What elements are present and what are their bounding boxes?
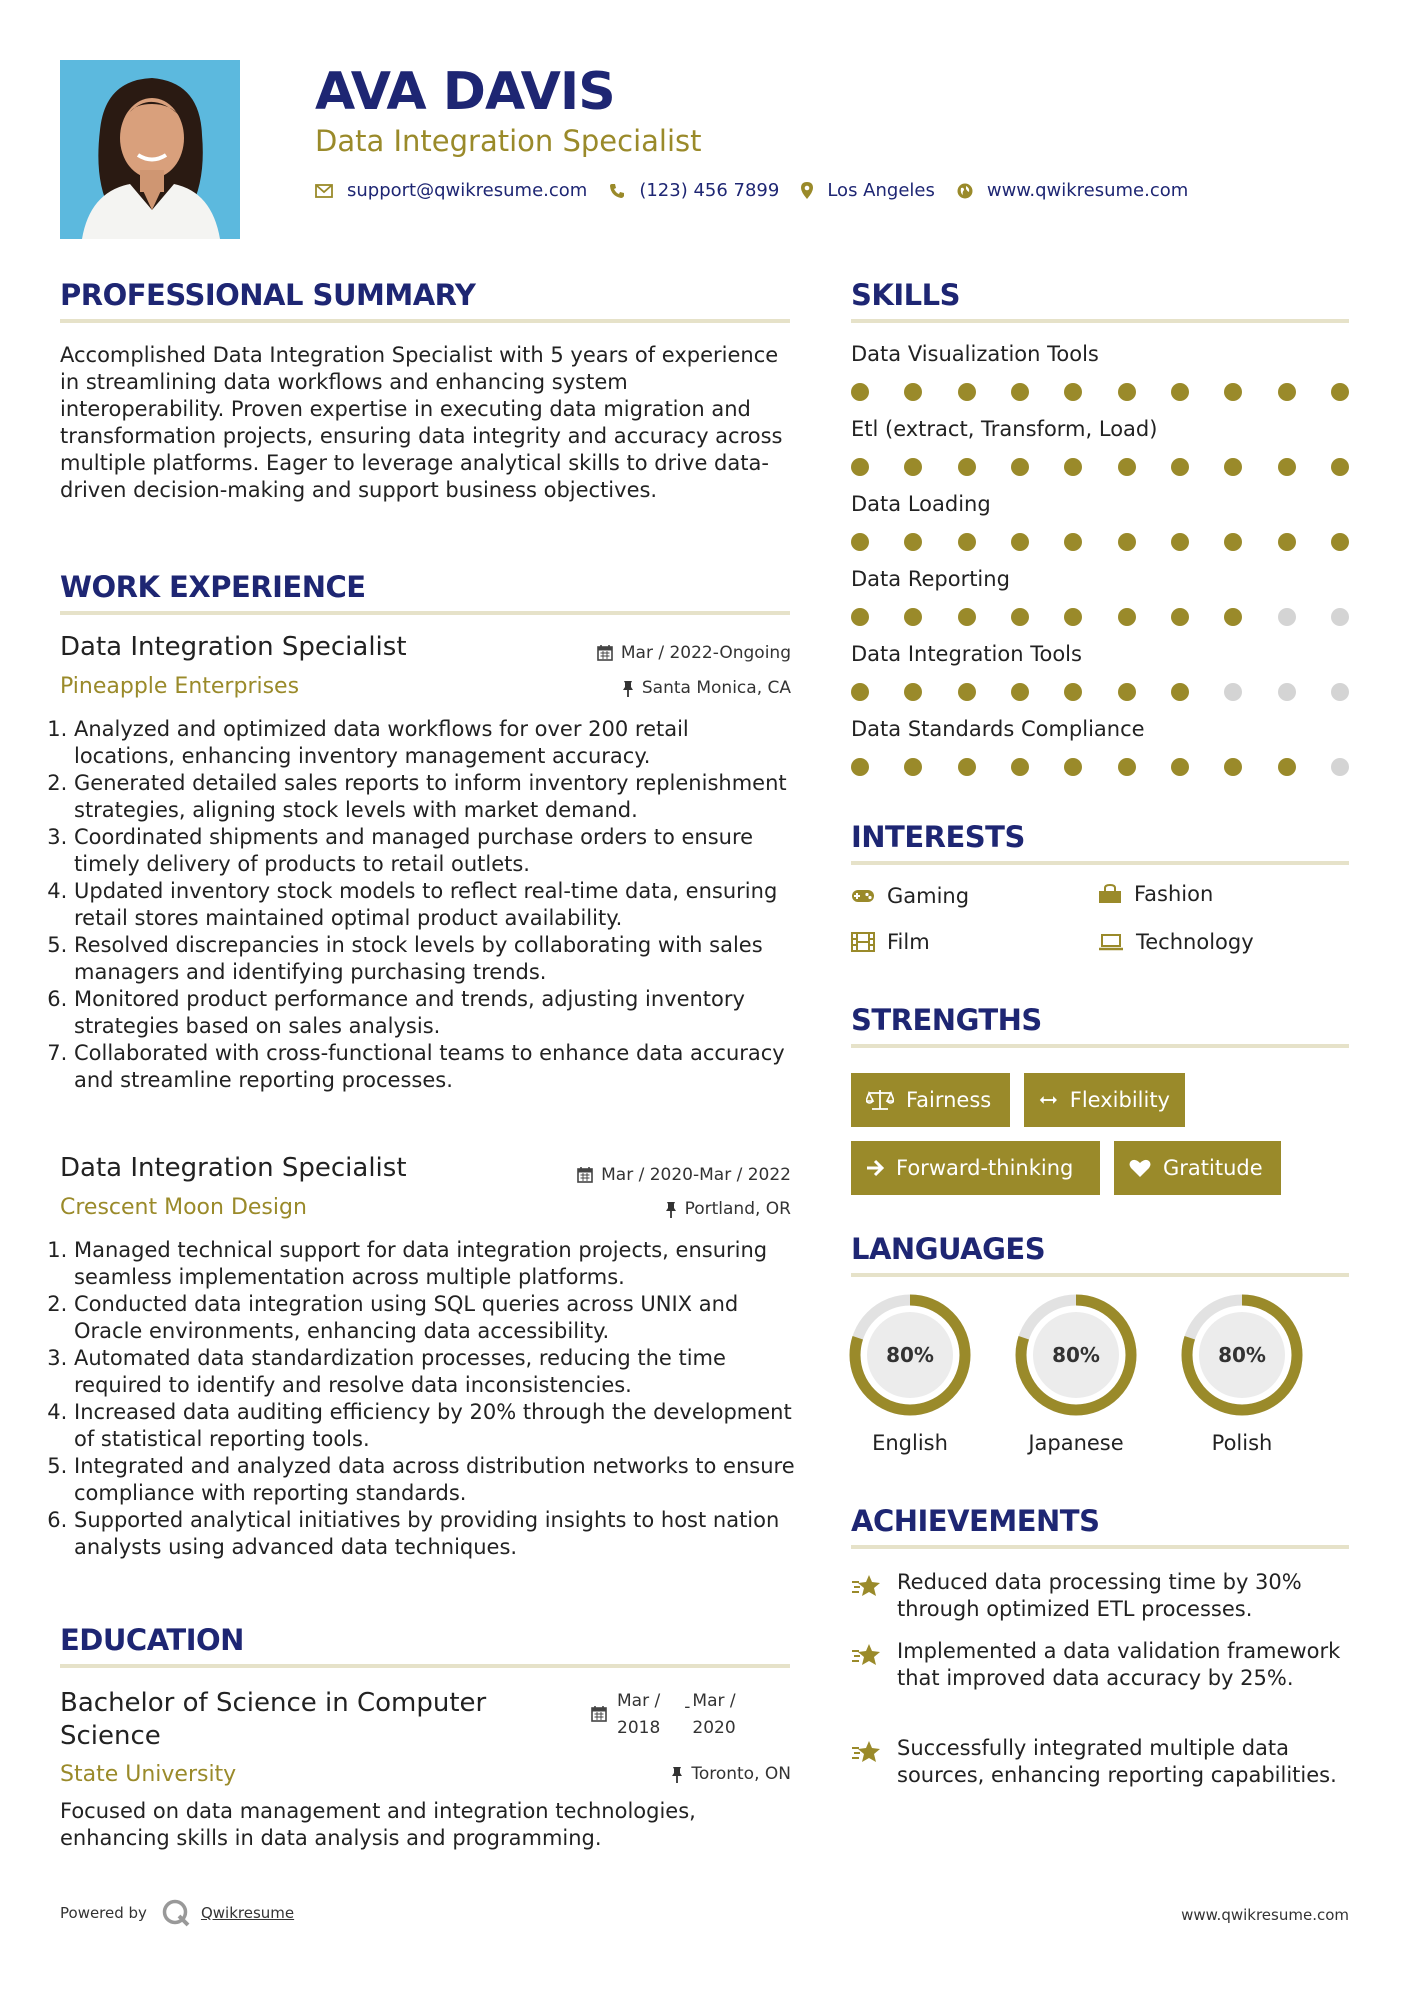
contact-location	[801, 180, 935, 201]
website-text: www.qwikresume.com	[986, 180, 1189, 201]
contact-bar	[315, 180, 1210, 201]
list-item: 4. Updated inventory stock models to reflect real-time data, ensuring retail stores maintained optimal product availability.	[74, 878, 796, 932]
list-item: 4. Increased data auditing efficiency by 20% through the development of statistical reporting tools.	[74, 1399, 796, 1453]
achievement-item	[851, 1569, 1351, 1623]
footer-url[interactable]: www.qwikresume.com	[1181, 1906, 1349, 1924]
list-item: 3. Coordinated shipments and managed purchase orders to ensure timely delivery of products to retail outlets.	[74, 824, 796, 878]
rating-dot-filled	[958, 758, 976, 776]
rating-dot-filled	[1011, 758, 1029, 776]
language-percent: 80%	[1218, 1343, 1266, 1367]
footer-powered-by	[60, 1898, 294, 1928]
list-item: 5. Integrated and analyzed data across distribution networks to ensure compliance with reporting standards.	[74, 1453, 796, 1507]
star-award-icon	[851, 1573, 883, 1599]
skill-name: Data Reporting	[851, 567, 1010, 591]
language-ring	[848, 1293, 972, 1417]
skill-rating	[851, 758, 1349, 776]
rating-dot-filled	[1064, 758, 1082, 776]
end-date-year: 2020	[692, 1718, 736, 1738]
rating-dot-filled	[904, 383, 922, 401]
rating-dot-filled	[851, 458, 869, 476]
interest-label: Film	[887, 930, 930, 954]
summary-divider	[60, 319, 790, 323]
language-item	[1014, 1293, 1138, 1455]
strengths-heading: STRENGTHS	[851, 1003, 1042, 1037]
rating-dot-empty	[1278, 608, 1296, 626]
heart-icon	[1129, 1158, 1151, 1178]
rating-dot-filled	[958, 383, 976, 401]
achievement-item	[851, 1735, 1351, 1789]
job-bullets	[56, 716, 796, 1094]
calendar-icon	[577, 1167, 593, 1183]
degree-line: Science	[60, 1721, 161, 1751]
languages-heading: LANGUAGES	[851, 1232, 1046, 1266]
skill-rating	[851, 383, 1349, 401]
rating-dot-filled	[1118, 383, 1136, 401]
calendar-icon	[597, 645, 613, 661]
list-item: 6. Monitored product performance and trends, adjusting inventory strategies based on sales analysis.	[74, 986, 796, 1040]
rating-dot-filled	[1064, 458, 1082, 476]
achievements-divider	[851, 1545, 1349, 1549]
strength-gratitude	[1114, 1141, 1281, 1195]
rating-dot-filled	[1224, 458, 1242, 476]
summary-heading: PROFESSIONAL SUMMARY	[60, 278, 476, 312]
rating-dot-filled	[1278, 758, 1296, 776]
arrow-right-icon	[866, 1159, 884, 1177]
rating-dot-filled	[1171, 758, 1189, 776]
rating-dot-filled	[1224, 533, 1242, 551]
degree-line: Bachelor of Science in Computer	[60, 1688, 487, 1718]
interest-label: Fashion	[1134, 882, 1214, 906]
list-item: 1. Managed technical support for data integration projects, ensuring seamless implementation across multiple platforms.	[74, 1237, 796, 1291]
scale-icon	[866, 1089, 894, 1111]
language-name: Polish	[1211, 1431, 1273, 1455]
interest-film	[851, 930, 930, 954]
rating-dot-empty	[1331, 758, 1349, 776]
list-item: 6. Supported analytical initiatives by providing insights to host nation analysts using advanced data techniques.	[74, 1507, 796, 1561]
languages-divider	[851, 1273, 1349, 1277]
rating-dot-filled	[851, 758, 869, 776]
achievements-heading: ACHIEVEMENTS	[851, 1504, 1100, 1538]
gamepad-icon	[851, 888, 875, 904]
rating-dot-filled	[1118, 608, 1136, 626]
star-award-icon	[851, 1739, 883, 1765]
end-date	[692, 1688, 735, 1742]
email-text: support@qwikresume.com	[347, 180, 588, 201]
skills-heading: SKILLS	[851, 278, 960, 312]
candidate-name: AVA DAVIS	[315, 62, 615, 122]
phone-icon	[609, 183, 625, 199]
start-date-year: 2018	[617, 1718, 661, 1738]
rating-dot-filled	[1171, 383, 1189, 401]
rating-dot-filled	[1064, 383, 1082, 401]
rating-dot-empty	[1331, 608, 1349, 626]
strength-label: Fairness	[906, 1088, 992, 1112]
job-date	[597, 643, 791, 663]
rating-dot-filled	[1118, 758, 1136, 776]
education-location	[671, 1764, 791, 1784]
skill-item	[851, 717, 1351, 776]
rating-dot-filled	[1278, 383, 1296, 401]
strength-flexibility	[1024, 1073, 1185, 1127]
achievement-text: Implemented a data validation framework that improved data accuracy by 25%.	[897, 1639, 1341, 1690]
interest-label: Technology	[1136, 930, 1254, 954]
phone-text: (123) 456 7899	[639, 180, 780, 201]
skill-name: Data Standards Compliance	[851, 717, 1145, 741]
language-ring	[1014, 1293, 1138, 1417]
rating-dot-filled	[851, 683, 869, 701]
skill-rating	[851, 458, 1349, 476]
qwikresume-logo-icon	[161, 1898, 191, 1928]
rating-dot-filled	[1171, 683, 1189, 701]
rating-dot-filled	[904, 533, 922, 551]
skill-item	[851, 642, 1351, 701]
strength-label: Gratitude	[1163, 1156, 1263, 1180]
skill-name: Data Integration Tools	[851, 642, 1082, 666]
skill-rating	[851, 608, 1349, 626]
school-name: State University	[60, 1762, 237, 1787]
contact-email[interactable]	[315, 180, 587, 201]
skill-name: Data Loading	[851, 492, 991, 516]
strengths-divider	[851, 1044, 1349, 1048]
rating-dot-filled	[1331, 533, 1349, 551]
job-location	[622, 678, 791, 698]
interests-divider	[851, 861, 1349, 865]
film-icon	[851, 932, 875, 952]
rating-dot-filled	[851, 608, 869, 626]
language-item	[848, 1293, 972, 1455]
job-location	[665, 1199, 791, 1219]
list-item: 7. Collaborated with cross-functional teams to enhance data accuracy and streamline reporting processes.	[74, 1040, 796, 1094]
list-item: 1. Analyzed and optimized data workflows for over 200 retail locations, enhancing inventory management accuracy.	[74, 716, 796, 770]
globe-icon	[957, 183, 973, 199]
skill-name: Etl (extract, Transform, Load)	[851, 417, 1158, 441]
rating-dot-filled	[1224, 383, 1242, 401]
work-divider	[60, 611, 790, 615]
education-location-text: Toronto, ON	[691, 1764, 791, 1784]
rating-dot-filled	[958, 608, 976, 626]
rating-dot-filled	[904, 608, 922, 626]
language-ring	[1180, 1293, 1304, 1417]
rating-dot-filled	[1011, 683, 1029, 701]
profile-photo	[60, 60, 240, 239]
list-item: 5. Resolved discrepancies in stock levels by collaborating with sales managers and identifying purchasing trends.	[74, 932, 796, 986]
map-pin-icon	[801, 182, 813, 199]
skill-item	[851, 342, 1351, 401]
job-date-text: Mar / 2022-Ongoing	[620, 643, 791, 663]
job-title: Data Integration Specialist	[60, 632, 407, 662]
contact-website[interactable]	[957, 180, 1188, 201]
star-award-icon	[851, 1642, 883, 1668]
language-name: English	[872, 1431, 948, 1455]
achievement-text: Successfully integrated multiple data sources, enhancing reporting capabilities.	[897, 1736, 1337, 1787]
achievement-item	[851, 1638, 1351, 1692]
skills-divider	[851, 319, 1349, 323]
skill-item	[851, 417, 1351, 476]
job-location-text: Portland, OR	[684, 1199, 791, 1219]
rating-dot-filled	[1011, 608, 1029, 626]
rating-dot-filled	[958, 683, 976, 701]
rating-dot-filled	[1011, 383, 1029, 401]
interest-fashion	[1098, 882, 1213, 906]
interest-technology	[1098, 930, 1254, 954]
start-date	[617, 1688, 660, 1742]
rating-dot-filled	[1118, 458, 1136, 476]
rating-dot-filled	[851, 383, 869, 401]
language-item	[1180, 1293, 1304, 1455]
arrows-icon	[1039, 1093, 1058, 1107]
list-item: 2. Conducted data integration using SQL queries across UNIX and Oracle environments, enhancing data accessibility.	[74, 1291, 796, 1345]
end-date-month: Mar /	[692, 1691, 736, 1711]
rating-dot-filled	[1171, 458, 1189, 476]
rating-dot-filled	[1224, 758, 1242, 776]
rating-dot-filled	[1064, 608, 1082, 626]
date-dash: -	[684, 1697, 691, 1717]
rating-dot-filled	[1331, 458, 1349, 476]
language-name: Japanese	[1028, 1431, 1124, 1455]
rating-dot-filled	[851, 533, 869, 551]
education-text: Focused on data management and integration technologies, enhancing skills in data analysis and programming.	[60, 1799, 696, 1850]
interests-heading: INTERESTS	[851, 820, 1025, 854]
job-date-text: Mar / 2020-Mar / 2022	[601, 1165, 791, 1185]
achievement-text: Reduced data processing time by 30% through optimized ETL processes.	[897, 1570, 1302, 1621]
strength-forward-thinking	[851, 1141, 1100, 1195]
laptop-icon	[1098, 933, 1124, 951]
strength-fairness	[851, 1073, 1010, 1127]
strength-label: Forward-thinking	[896, 1156, 1074, 1180]
job-bullets	[56, 1237, 796, 1561]
rating-dot-filled	[1011, 458, 1029, 476]
education-dates	[591, 1688, 736, 1742]
summary-text: Accomplished Data Integration Specialist with 5 years of experience in streamlining data workflows and enhancing system interoperability. Proven expertise in executing data migration and transformation projects, ensuring data integrity and accuracy across multiple platforms. Eager to leverage analytical skills to drive data-driven decision-making and support business objectives.	[60, 343, 783, 502]
rating-dot-filled	[904, 458, 922, 476]
rating-dot-filled	[1171, 608, 1189, 626]
rating-dot-empty	[1224, 683, 1242, 701]
brand-link[interactable]: Qwikresume	[200, 1904, 295, 1922]
job-company: Crescent Moon Design	[60, 1195, 307, 1220]
pushpin-icon	[665, 1201, 677, 1218]
education-divider	[60, 1664, 790, 1668]
interest-gaming	[851, 884, 969, 908]
rating-dot-filled	[1118, 533, 1136, 551]
job-title: Data Integration Specialist	[60, 1153, 407, 1183]
rating-dot-filled	[958, 458, 976, 476]
education-heading: EDUCATION	[60, 1623, 244, 1657]
skill-name: Data Visualization Tools	[851, 342, 1099, 366]
rating-dot-filled	[1224, 608, 1242, 626]
rating-dot-filled	[1278, 533, 1296, 551]
rating-dot-filled	[1011, 533, 1029, 551]
job-date	[577, 1165, 791, 1185]
rating-dot-filled	[904, 758, 922, 776]
rating-dot-filled	[904, 683, 922, 701]
degree-title	[60, 1687, 486, 1753]
rating-dot-empty	[1278, 683, 1296, 701]
pushpin-icon	[622, 680, 634, 697]
start-date-month: Mar /	[617, 1691, 661, 1711]
rating-dot-filled	[1118, 683, 1136, 701]
language-percent: 80%	[886, 1343, 934, 1367]
pushpin-icon	[671, 1766, 683, 1783]
powered-by-text: Powered by	[60, 1904, 147, 1922]
list-item: 3. Automated data standardization processes, reducing the time required to identify and resolve data inconsistencies.	[74, 1345, 796, 1399]
location-text: Los Angeles	[827, 180, 935, 201]
envelope-icon	[315, 184, 333, 198]
list-item: 2. Generated detailed sales reports to inform inventory replenishment strategies, aligning stock levels with market demand.	[74, 770, 796, 824]
bag-icon	[1098, 884, 1122, 904]
rating-dot-filled	[1171, 533, 1189, 551]
skill-item	[851, 567, 1351, 626]
rating-dot-filled	[1278, 458, 1296, 476]
candidate-role: Data Integration Specialist	[315, 124, 702, 158]
interest-label: Gaming	[887, 884, 970, 908]
calendar-icon	[591, 1706, 607, 1722]
rating-dot-filled	[958, 533, 976, 551]
skill-item	[851, 492, 1351, 551]
skill-rating	[851, 683, 1349, 701]
rating-dot-filled	[1331, 383, 1349, 401]
job-location-text: Santa Monica, CA	[641, 678, 791, 698]
skill-rating	[851, 533, 1349, 551]
language-percent: 80%	[1052, 1343, 1100, 1367]
work-heading: WORK EXPERIENCE	[60, 570, 366, 604]
rating-dot-empty	[1331, 683, 1349, 701]
strength-label: Flexibility	[1069, 1088, 1170, 1112]
contact-phone[interactable]	[609, 180, 779, 201]
job-company: Pineapple Enterprises	[60, 674, 300, 699]
rating-dot-filled	[1064, 683, 1082, 701]
rating-dot-filled	[1064, 533, 1082, 551]
